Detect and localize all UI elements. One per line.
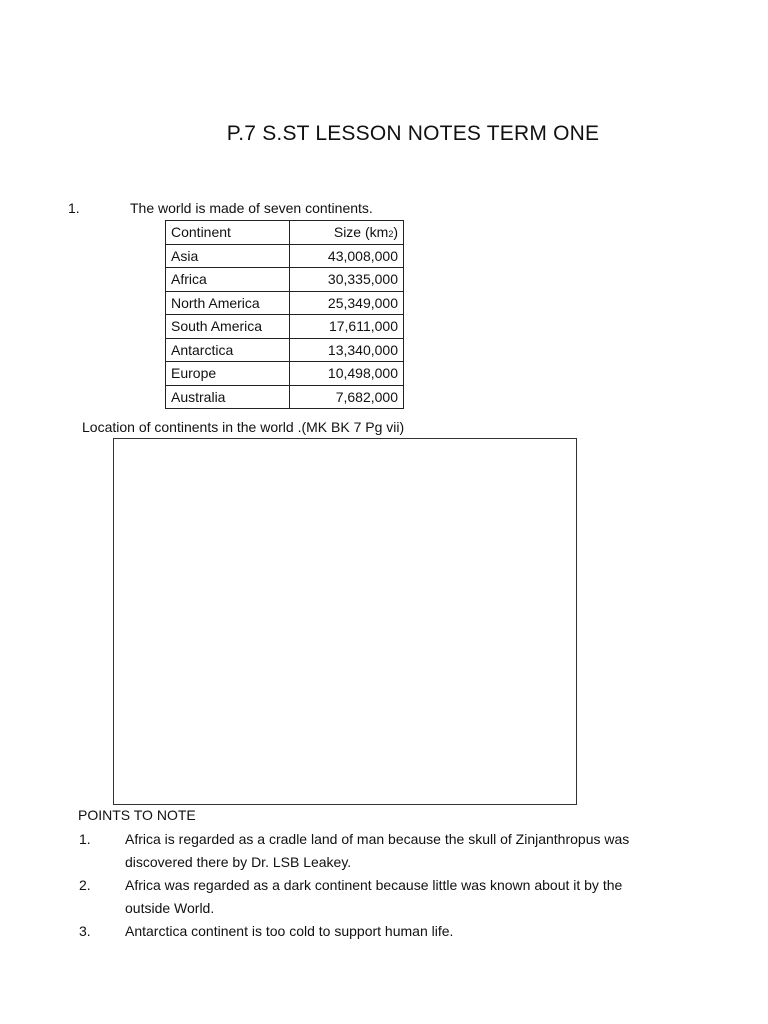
continent-cell: North America [166, 291, 290, 315]
point-number: 3. [79, 923, 91, 939]
item-text: The world is made of seven continents. [130, 200, 373, 216]
point-line: Antarctica continent is too cold to support human life. [125, 923, 454, 939]
size-cell: 13,340,000 [290, 338, 404, 362]
point-line: Africa was regarded as a dark continent because little was known about it by the [125, 877, 623, 893]
table-header-row [166, 221, 404, 245]
point-line: discovered there by Dr. LSB Leakey. [125, 854, 352, 870]
continent-cell: Asia [166, 244, 290, 268]
point-number: 1. [79, 831, 91, 847]
table-row [166, 315, 404, 339]
map-caption: Location of continents in the world .(MK BK 7 Pg vii) [82, 419, 405, 435]
table-row [166, 385, 404, 409]
size-cell: 43,008,000 [290, 244, 404, 268]
item-number: 1. [68, 200, 80, 216]
continent-cell: Antarctica [166, 338, 290, 362]
header-size-label: Size (km [333, 224, 389, 241]
size-cell: 10,498,000 [290, 362, 404, 386]
point-line: outside World. [125, 900, 215, 916]
continent-cell: Africa [166, 268, 290, 292]
point-line: Africa is regarded as a cradle land of man because the skull of Zinjanthropus was [125, 831, 630, 847]
size-cell: 30,335,000 [290, 268, 404, 292]
continent-cell: Australia [166, 385, 290, 409]
table-row [166, 362, 404, 386]
table-row [166, 291, 404, 315]
map-placeholder-box [113, 438, 577, 805]
size-cell: 25,349,000 [290, 291, 404, 315]
header-size [290, 221, 404, 245]
continents-table [165, 220, 404, 409]
continent-cell: South America [166, 315, 290, 339]
continent-cell: Europe [166, 362, 290, 386]
header-size-close: ) [393, 224, 398, 241]
header-continent: Continent [166, 221, 290, 245]
size-cell: 17,611,000 [290, 315, 404, 339]
table-row [166, 244, 404, 268]
header-size-sub: 2 [388, 229, 394, 240]
point-text [125, 874, 685, 920]
table-row [166, 338, 404, 362]
point-number: 2. [79, 877, 91, 893]
page-title: P.7 S.ST LESSON NOTES TERM ONE [226, 122, 600, 145]
points-heading: POINTS TO NOTE [78, 807, 196, 823]
size-cell: 7,682,000 [290, 385, 404, 409]
point-text [125, 828, 685, 874]
point-text [125, 920, 685, 943]
table-row [166, 268, 404, 292]
